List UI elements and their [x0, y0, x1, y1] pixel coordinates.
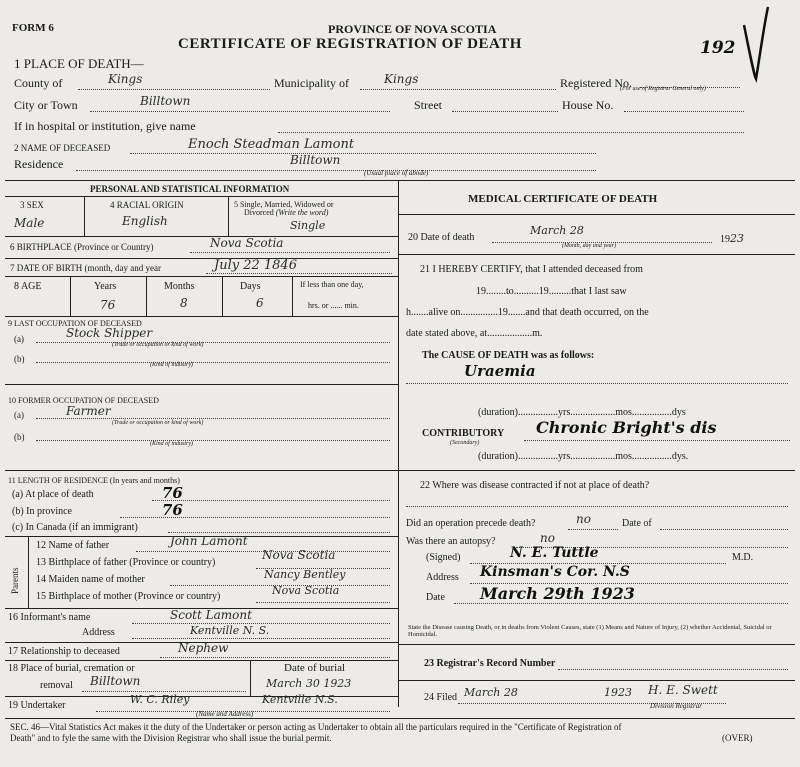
birthplace-label: 6 BIRTHPLACE (Province or Country) [10, 242, 154, 252]
autopsy-label: Was there an autopsy? [406, 536, 496, 547]
md-label: M.D. [732, 552, 754, 563]
in-province-label: (b) In province [12, 506, 72, 517]
over-label: (OVER) [722, 733, 753, 743]
name-of-deceased-label: 2 NAME OF DECEASED [14, 143, 111, 153]
at-place-label: (a) At place of death [12, 489, 94, 500]
contributory-value: Chronic Bright's dis [536, 418, 717, 437]
informant-label: 16 Informant's name [8, 612, 91, 623]
informant-value: Scott Lamont [170, 608, 252, 622]
burial-place-label: 18 Place of burial, cremation or [8, 663, 135, 674]
former-a: (a) [14, 410, 24, 420]
marital-label: 5 Single, Married, Widowed or [234, 200, 334, 209]
residence-label: Residence [14, 157, 64, 171]
racial-origin-value: English [122, 214, 168, 228]
where-contracted-label: 22 Where was disease contracted if not at place of death? [420, 480, 650, 491]
house-no-label: House No. [562, 98, 614, 112]
informant-address-value: Kentville N. S. [190, 624, 270, 637]
father-name-label: 12 Name of father [36, 540, 110, 551]
last-occupation-value: Stock Shipper [66, 326, 153, 340]
filed-label: 24 Filed [424, 692, 458, 703]
medical-heading: MEDICAL CERTIFICATE OF DEATH [468, 193, 658, 205]
alive-on-line: h.......alive on...............19.......and that death occurred, on the [406, 307, 649, 318]
secondary-note: (Secondary) [450, 440, 480, 446]
signed-label: (Signed) [426, 552, 461, 563]
abode-note: (Usual place of abode) [364, 169, 429, 177]
months-value: 8 [180, 296, 188, 310]
months-label: Months [164, 281, 195, 292]
death-year: 1923 [720, 232, 744, 245]
less-than-day-label: If less than one day, [300, 280, 364, 289]
years-value: 76 [100, 298, 116, 312]
marital-value: Single [290, 219, 326, 232]
hrs-min-label: hrs. or ...... min. [308, 301, 359, 310]
days-value: 6 [256, 296, 264, 310]
parents-side-label: Parents [10, 567, 20, 594]
duration-line-1: (duration)................yrs..................mos................dys [478, 407, 686, 418]
father-name-value: John Lamont [170, 534, 248, 548]
former-occupation-label: 10 FORMER OCCUPATION OF DECEASED [8, 396, 159, 405]
date-of-burial-value: March 30 1923 [266, 677, 352, 690]
undertaker-address-value: Kentville N.S. [262, 693, 338, 706]
date-of-death-value: March 28 [530, 224, 584, 237]
registered-no-label: Registered No. [560, 76, 632, 90]
former-occupation-value: Farmer [66, 404, 111, 418]
date-of-death-label: 20 Date of death [408, 232, 475, 243]
filed-value: March 28 [464, 686, 518, 699]
province-heading: PROVINCE OF NOVA SCOTIA [328, 22, 497, 36]
physician-address-value: Kinsman's Cor. N.S [480, 564, 630, 580]
last-occupation-label: 9 LAST OCCUPATION OF DECEASED [8, 319, 142, 328]
street-label: Street [414, 98, 442, 112]
at-place-value: 76 [162, 484, 183, 502]
municipality-value: Kings [384, 72, 419, 86]
years-label: Years [94, 281, 117, 292]
filed-year: 1923 [604, 686, 632, 699]
racial-origin-label: 4 RACIAL ORIGIN [110, 200, 184, 210]
mother-birthplace-value: Nova Scotia [272, 584, 340, 597]
certify-line: 21 I HEREBY CERTIFY, that I attended deceased from [420, 264, 643, 275]
county-label: County of [14, 76, 63, 90]
dob-value: July 22 1846 [214, 258, 297, 273]
marital-label-2: Divorced (Write the word) [244, 208, 329, 217]
hospital-label: If in hospital or institution, give name [14, 119, 196, 133]
burial-removal-label: removal [40, 680, 73, 691]
city-label: City or Town [14, 98, 78, 112]
relationship-label: 17 Relationship to deceased [8, 646, 120, 657]
registrar-signature: H. E. Swett [648, 683, 718, 697]
days-label: Days [240, 281, 261, 292]
operation-label: Did an operation precede death? [406, 518, 536, 529]
autopsy-value: no [540, 531, 555, 545]
date-of-burial-label: Date of burial [284, 662, 346, 674]
former-note: (Trade or occupation or kind of work) [112, 420, 204, 426]
name-of-deceased-value: Enoch Steadman Lamont [188, 137, 355, 152]
registrar-record-label: 23 Registrar's Record Number [424, 658, 556, 669]
in-canada-label: (c) In Canada (if an immigrant) [12, 522, 138, 533]
occupation-a: (a) [14, 334, 24, 344]
burial-place-value: Billtown [90, 674, 141, 688]
mother-name-value: Nancy Bentley [264, 568, 346, 581]
certificate-title: CERTIFICATE OF REGISTRATION OF DEATH [178, 36, 522, 52]
county-value: Kings [108, 72, 143, 86]
mother-name-label: 14 Maiden name of mother [36, 574, 145, 585]
mother-birthplace-label: 15 Birthplace of mother (Province or country) [36, 591, 221, 602]
father-birthplace-label: 13 Birthplace of father (Province or country) [36, 557, 216, 568]
check-mark-icon [740, 5, 770, 85]
operation-date-label: Date of [622, 518, 652, 529]
signed-value: N. E. Tuttle [510, 545, 599, 561]
stamp-number: 192 [700, 38, 736, 58]
sex-value: Male [14, 216, 45, 230]
relationship-value: Nephew [178, 641, 229, 655]
cause-of-death-value: Uraemia [464, 362, 536, 380]
physician-address-label: Address [426, 572, 459, 583]
date-stated-line: date stated above, at..................m. [406, 328, 543, 339]
residence-value: Billtown [290, 153, 341, 167]
operation-value: no [576, 512, 591, 526]
age-label: 8 AGE [14, 281, 42, 292]
footer-line-1: SEC. 46—Vital Statistics Act makes it the duty of the Undertaker or person acting as Undertaker to obtain all the particulars required in the "Certificate of Registration of [10, 722, 622, 732]
footer-line-2: Death" and to fyle the same with the Division Registrar who shall issue the burial permit. [10, 733, 332, 743]
former-industry-note: (Kind of industry) [150, 441, 193, 447]
division-registrar-note: Division Registrar [650, 702, 702, 710]
cause-of-death-label: The CAUSE OF DEATH was as follows: [422, 350, 595, 361]
violent-causes-note: State the Disease causing Death, or in deaths from Violent Causes, state (1) Means and Nature of Injury, (2) whether Accidental, Suicidal or Homicidal. [408, 624, 772, 638]
municipality-label: Municipality of [274, 76, 349, 90]
occupation-b: (b) [14, 354, 25, 364]
undertaker-value: W. C. Riley [130, 693, 190, 706]
city-value: Billtown [140, 94, 191, 108]
contributory-label: CONTRIBUTORY [422, 428, 505, 439]
attended-dates-line: 19........to..........19.........that I last saw [476, 286, 627, 297]
father-birthplace-value: Nova Scotia [262, 548, 336, 562]
cert-date-label: Date [426, 592, 445, 603]
undertaker-label: 19 Undertaker [8, 700, 66, 711]
form-number: FORM 6 [12, 22, 54, 34]
date-of-death-note: (Month, day and year) [562, 243, 616, 249]
industry-note: (Kind of industry) [150, 362, 193, 368]
informant-address-label: Address [82, 627, 115, 638]
dob-label: 7 DATE OF BIRTH (month, day and year [10, 263, 161, 273]
cert-date-value: March 29th 1923 [480, 584, 635, 603]
registered-no-note: (For use of Registrar General only) [620, 86, 706, 92]
occupation-note: (Trade or occupation or kind of work) [112, 342, 204, 348]
in-province-value: 76 [162, 501, 183, 519]
undertaker-note: (Name and Address) [196, 710, 254, 718]
sex-label: 3 SEX [20, 200, 44, 210]
duration-line-2: (duration)................yrs..................mos................dys. [478, 451, 689, 462]
place-of-death-heading: 1 PLACE OF DEATH— [14, 56, 144, 71]
residence-length-label: 11 LENGTH OF RESIDENCE (In years and months) [8, 476, 180, 485]
birthplace-value: Nova Scotia [210, 236, 284, 250]
personal-info-heading: PERSONAL AND STATISTICAL INFORMATION [90, 184, 290, 194]
former-b: (b) [14, 432, 25, 442]
